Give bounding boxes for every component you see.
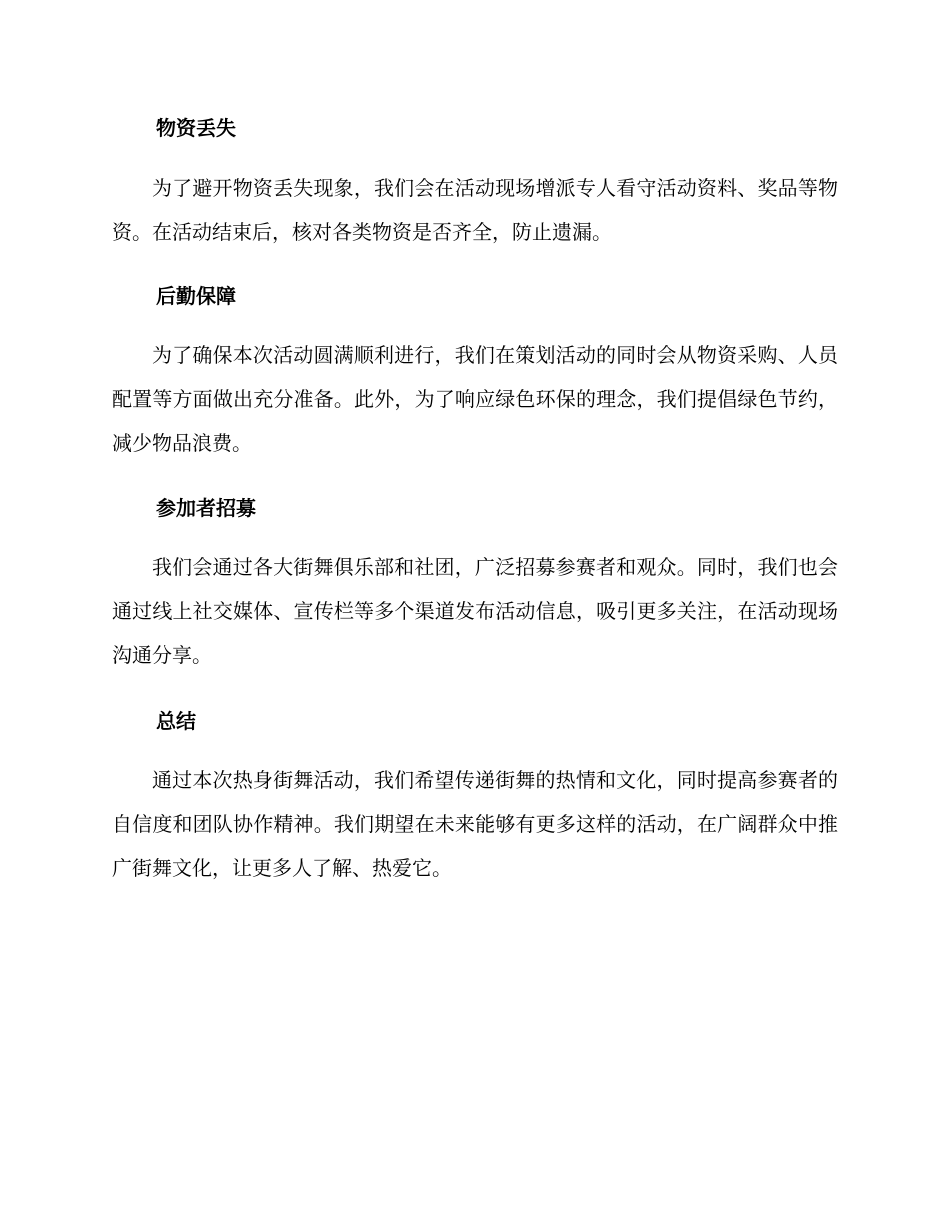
section-paragraph: 为了避开物资丢失现象，我们会在活动现场增派专人看守活动资料、奖品等物资。在活动结束后，核对各类物资是否齐全，防止遗漏。 xyxy=(112,176,838,244)
section-logistics xyxy=(112,280,838,465)
section-heading: 总结 xyxy=(156,709,196,733)
section-paragraph: 我们会通过各大街舞俱乐部和社团，广泛招募参赛者和观众。同时，我们也会通过线上社交媒体、宣传栏等多个渠道发布活动信息，吸引更多关注，在活动现场沟通分享。 xyxy=(112,555,838,667)
section-paragraph: 为了确保本次活动圆满顺利进行，我们在策划活动的同时会从物资采购、人员配置等方面做出充分准备。此外，为了响应绿色环保的理念，我们提倡绿色节约，减少物品浪费。 xyxy=(112,343,838,455)
section-material-loss xyxy=(112,112,838,254)
section-heading: 参加者招募 xyxy=(156,496,256,520)
section-heading: 物资丢失 xyxy=(156,116,236,140)
section-participant-recruitment xyxy=(112,492,838,677)
section-paragraph: 通过本次热身街舞活动，我们希望传递街舞的热情和文化，同时提高参赛者的自信度和团队协作精神。我们期望在未来能够有更多这样的活动，在广阔群众中推广街舞文化，让更多人了解、热爱它。 xyxy=(112,768,838,880)
section-heading: 后勤保障 xyxy=(156,284,236,308)
section-summary xyxy=(112,705,838,890)
